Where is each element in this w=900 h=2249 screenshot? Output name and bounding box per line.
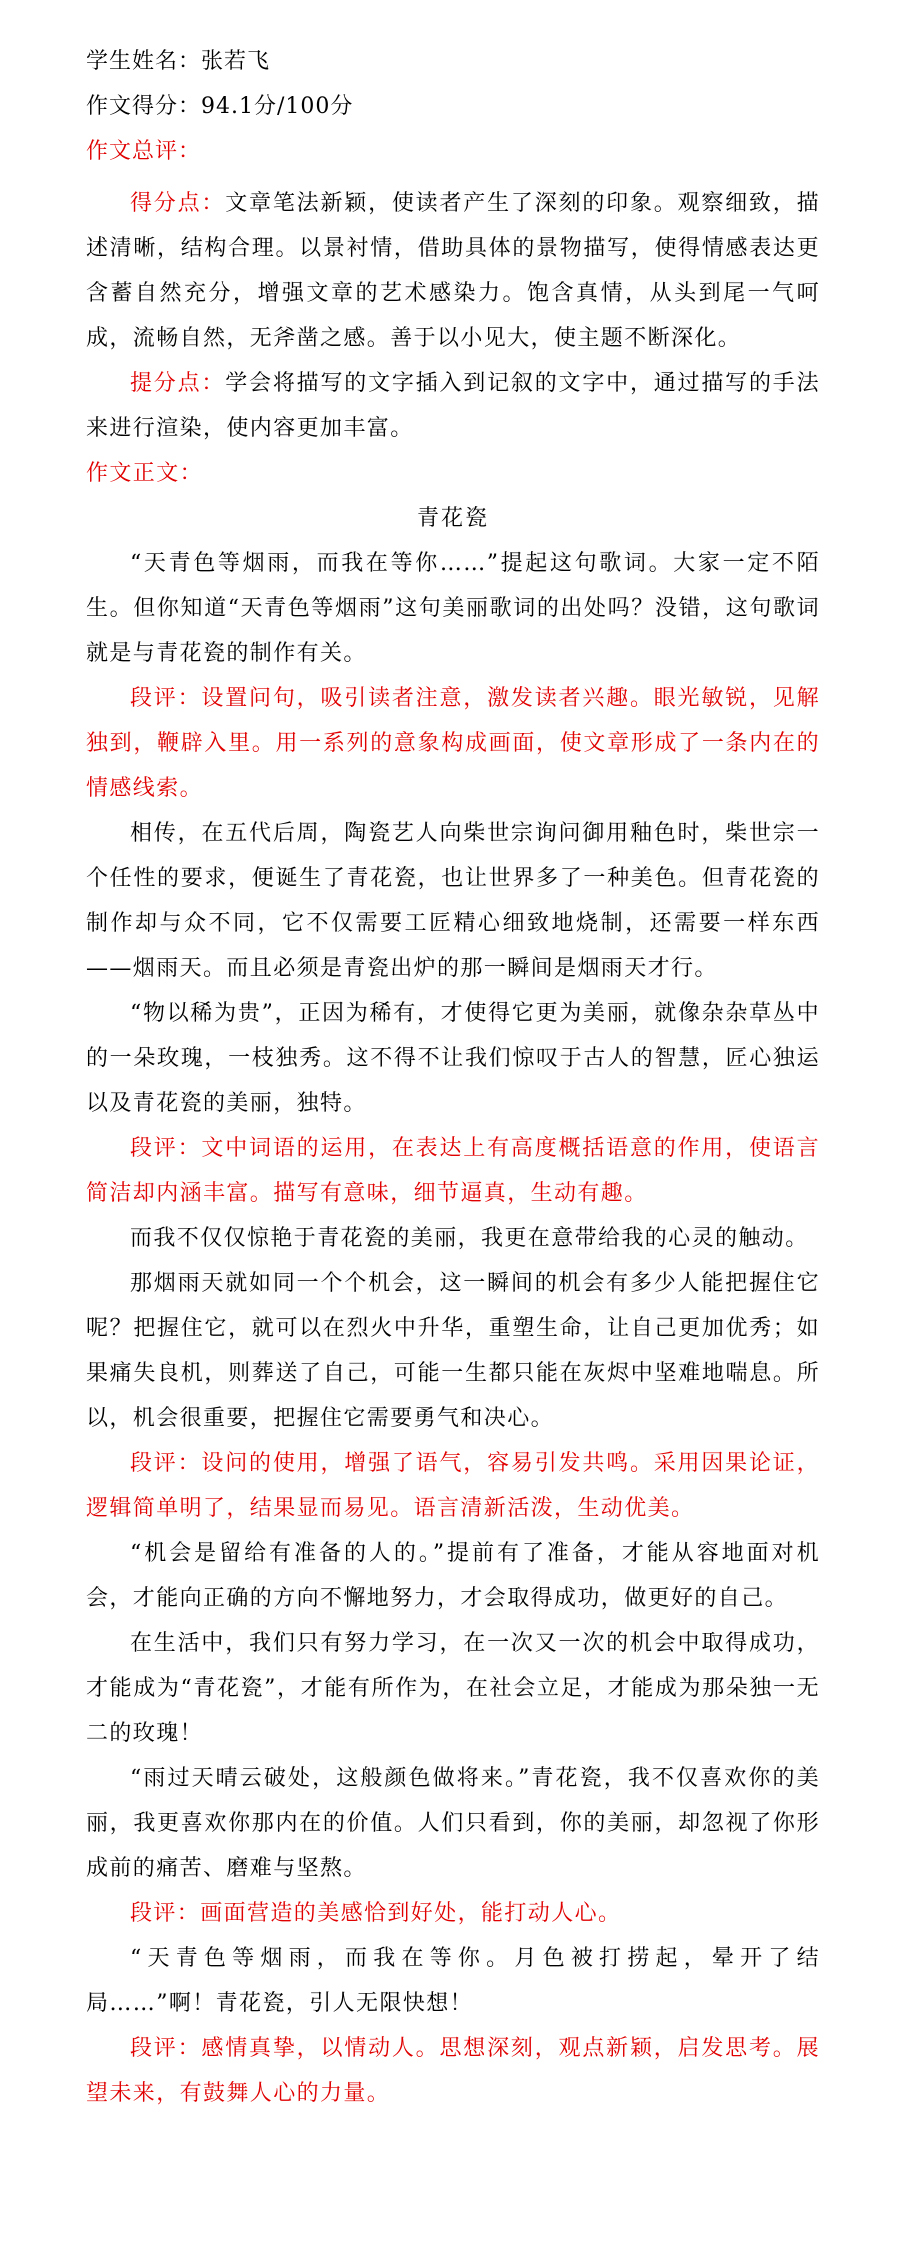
student-name-label: 学生姓名： xyxy=(86,49,202,74)
strengths-paragraph xyxy=(86,181,820,361)
paragraph-comment: 段评：设问的使用，增强了语气，容易引发共鸣。采用因果论证，逻辑简单明了，结果显而易见。语言清新活泼，生动优美。 xyxy=(86,1451,820,1521)
essay-body xyxy=(86,541,820,2116)
student-name: 张若飞 xyxy=(201,49,271,74)
essay-paragraph: 那烟雨天就如同一个个机会，这一瞬间的机会有多少人能把握住它呢？把握住它，就可以在烈火中升华，重塑生命，让自己更加优秀；如果痛失良机，则葬送了自己，可能一生都只能在灰烬中坚难地喘息。所以，机会很重要，把握住它需要勇气和决心。 xyxy=(86,1271,820,1431)
score-label: 作文得分： xyxy=(86,94,202,119)
paragraph-comment: 段评：感情真挚，以情动人。思想深刻，观点新颖，启发思考。展望未来，有鼓舞人心的力量。 xyxy=(86,2036,820,2106)
score-value: 94.1分/100分 xyxy=(201,94,354,119)
strengths-label: 得分点： xyxy=(130,191,226,216)
improvements-label: 提分点： xyxy=(130,371,226,396)
essay-paragraph: “物以稀为贵”，正因为稀有，才使得它更为美丽，就像杂杂草丛中的一朵玫瑰，一枝独秀。这不得不让我们惊叹于古人的智慧，匠心独运以及青花瓷的美丽，独特。 xyxy=(86,1001,820,1116)
paragraph-comment: 段评：设置问句，吸引读者注意，激发读者兴趣。眼光敏锐，见解独到，鞭辟入里。用一系列的意象构成画面，使文章形成了一条内在的情感线索。 xyxy=(86,686,820,801)
paragraph-comment: 段评：文中词语的运用，在表达上有高度概括语意的作用，使语言简洁却内涵丰富。描写有意味，细节逼真，生动有趣。 xyxy=(86,1136,820,1206)
score-line xyxy=(86,91,820,123)
essay-paragraph: 在生活中，我们只有努力学习，在一次又一次的机会中取得成功，才能成为“青花瓷”，才能有所作为，在社会立足，才能成为那朵独一无二的玫瑰！ xyxy=(86,1631,820,1746)
essay-paragraph: “机会是留给有准备的人的。”提前有了准备，才能从容地面对机会，才能向正确的方向不懈地努力，才会取得成功，做更好的自己。 xyxy=(86,1541,820,1611)
essay-paragraph: “天青色等烟雨，而我在等你。月色被打捞起，晕开了结局……”啊！青花瓷，引人无限快想！ xyxy=(86,1946,820,2016)
essay-title: 青花瓷 xyxy=(416,506,489,531)
body-heading: 作文正文： xyxy=(86,461,204,486)
improvements-paragraph xyxy=(86,361,820,451)
essay-paragraph: 相传，在五代后周，陶瓷艺人向柴世宗询问御用釉色时，柴世宗一个任性的要求，便诞生了青花瓷，也让世界多了一种美色。但青花瓷的制作却与众不同，它不仅需要工匠精心细致地烧制，还需要一样东西——烟雨天。而且必须是青瓷出炉的那一瞬间是烟雨天才行。 xyxy=(86,821,820,981)
essay-paragraph: “天青色等烟雨，而我在等你……”提起这句歌词。大家一定不陌生。但你知道“天青色等烟雨”这句美丽歌词的出处吗？没错，这句歌词就是与青花瓷的制作有关。 xyxy=(86,551,820,666)
essay-paragraph: 而我不仅仅惊艳于青花瓷的美丽，我更在意带给我的心灵的触动。 xyxy=(130,1226,809,1251)
student-name-line xyxy=(86,46,820,78)
paragraph-comment: 段评：画面营造的美感恰到好处，能打动人心。 xyxy=(130,1901,622,1926)
improvements-text: 学会将描写的文字插入到记叙的文字中，通过描写的手法来进行渲染，使内容更加丰富。 xyxy=(86,371,820,441)
strengths-text: 文章笔法新颖，使读者产生了深刻的印象。观察细致，描述清晰，结构合理。以景衬情，借助具体的景物描写，使得情感表达更含蓄自然充分，增强文章的艺术感染力。饱含真情，从头到尾一气呵成，流畅自然，无斧凿之感。善于以小见大，使主题不断深化。 xyxy=(86,191,820,351)
essay-paragraph: “雨过天晴云破处，这般颜色做将来。”青花瓷，我不仅喜欢你的美丽，我更喜欢你那内在的价值。人们只看到，你的美丽，却忽视了你形成前的痛苦、磨难与坚熬。 xyxy=(86,1766,820,1881)
review-heading: 作文总评： xyxy=(86,139,202,164)
